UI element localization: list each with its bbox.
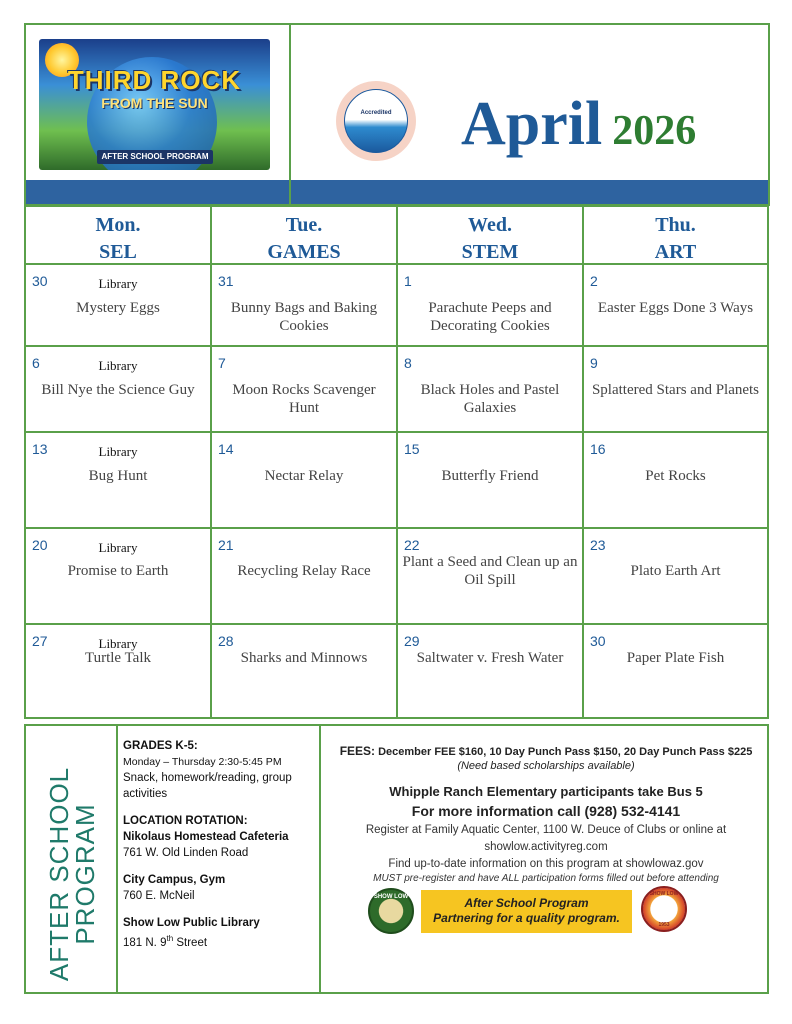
partner-banner xyxy=(421,890,632,933)
day-theme: STEM xyxy=(461,241,519,263)
seal-inner xyxy=(344,89,408,153)
day-number: 31 xyxy=(218,273,234,289)
location-note: Library xyxy=(98,540,138,555)
calendar-day-cell xyxy=(212,347,398,433)
calendar-day-cell xyxy=(398,529,584,625)
accreditation-seal xyxy=(336,81,416,161)
activity-title: Splattered Stars and Planets xyxy=(591,382,760,398)
day-number: 28 xyxy=(218,633,234,649)
day-theme: SEL xyxy=(99,241,137,263)
day-header-text xyxy=(398,207,582,266)
program-details xyxy=(123,738,317,951)
calendar-day-cell xyxy=(398,625,584,719)
calendar-day-cell xyxy=(398,433,584,529)
header-blue-bar xyxy=(26,180,768,204)
location-note: Library xyxy=(98,276,138,291)
day-number: 30 xyxy=(32,273,48,289)
calendar-day-cell xyxy=(212,265,398,347)
activity-title: Mystery Eggs xyxy=(76,300,160,316)
header-divider xyxy=(289,25,291,180)
day-number: 22 xyxy=(404,537,420,553)
calendar-day-cell xyxy=(584,265,767,347)
calendar-day-cell xyxy=(26,347,212,433)
activity-title: Sharks and Minnows xyxy=(240,650,368,666)
logo-subtitle: FROM THE SUN xyxy=(101,95,208,111)
day-number: 7 xyxy=(218,355,226,371)
activity-title: Paper Plate Fish xyxy=(626,650,725,666)
vertical-title-line1: AFTER SCHOOL xyxy=(44,766,74,982)
day-number: 16 xyxy=(590,441,606,457)
activity-title: Bug Hunt xyxy=(88,468,148,484)
footer-divider-1 xyxy=(116,726,118,992)
calendar-day-cell xyxy=(26,529,212,625)
calendar-grid xyxy=(24,205,769,719)
day-number: 9 xyxy=(590,355,598,371)
day-number: 20 xyxy=(32,537,48,553)
third-rock-logo xyxy=(39,39,270,170)
fees-label: FEES: xyxy=(339,744,376,758)
partner-line-1: After School Program xyxy=(464,896,589,910)
grades-heading: GRADES K-5: xyxy=(123,740,198,752)
calendar-day-cell xyxy=(584,347,767,433)
schedule-text: Monday – Thursday 2:30-5:45 PM xyxy=(123,756,282,768)
calendar-day-cell xyxy=(212,433,398,529)
day-theme: GAMES xyxy=(267,241,341,263)
location-heading: LOCATION ROTATION: xyxy=(123,815,248,827)
location-2-name: City Campus, Gym xyxy=(123,874,226,886)
month-year-title xyxy=(461,89,696,160)
vertical-program-title xyxy=(46,764,106,984)
logo-title: THIRD ROCK xyxy=(67,65,242,95)
day-number: 23 xyxy=(590,537,606,553)
location-3-name: Show Low Public Library xyxy=(123,917,260,929)
activities-text: Snack, homework/reading, group activities xyxy=(123,772,292,800)
day-number: 29 xyxy=(404,633,420,649)
day-number: 6 xyxy=(32,355,40,371)
activity-title: Parachute Peeps and Decorating Cookies xyxy=(428,300,552,334)
location-note: Library xyxy=(98,636,138,651)
activity-title: Nectar Relay xyxy=(264,468,344,484)
day-header-2 xyxy=(398,207,584,265)
day-number: 8 xyxy=(404,355,412,371)
location-1-name: Nikolaus Homestead Cafeteria xyxy=(123,831,289,843)
activity-title: Bill Nye the Science Guy xyxy=(41,382,195,398)
phone-info: For more information call (928) 532-4141 xyxy=(411,803,681,819)
bus-note: Whipple Ranch Elementary participants take Bus 5 xyxy=(389,784,703,799)
scholarships-note: (Need based scholarships available) xyxy=(457,760,635,772)
show-low-arizona-seal xyxy=(641,886,687,932)
arizona-seal-year: 1953 xyxy=(658,922,670,928)
day-number: 2 xyxy=(590,273,598,289)
arizona-seal-text: SHOW LOW xyxy=(649,891,679,897)
fees-text: December FEE $160, 10 Day Punch Pass $150, 20 Day Punch Pass $225 xyxy=(375,746,753,758)
address-part: 181 N. 9 xyxy=(123,936,167,949)
calendar-day-cell xyxy=(398,347,584,433)
register-line-1: Register at Family Aquatic Center, 1100 W. Deuce of Clubs or online at xyxy=(365,824,727,836)
day-header-3 xyxy=(584,207,767,265)
calendar-header xyxy=(24,23,770,206)
fees-and-contact xyxy=(323,744,769,886)
fees-line xyxy=(323,744,769,759)
activity-title: Bunny Bags and Baking Cookies xyxy=(230,300,378,334)
day-name: Mon. xyxy=(95,214,141,236)
day-theme: ART xyxy=(654,241,697,263)
activity-title: Butterfly Friend xyxy=(441,468,539,484)
show-low-city-seal xyxy=(368,888,414,934)
calendar-day-cell xyxy=(584,625,767,719)
activity-title: Moon Rocks Scavenger Hunt xyxy=(232,382,376,416)
blue-bar-divider xyxy=(289,180,291,204)
location-note: Library xyxy=(98,444,138,459)
activity-title: Plato Earth Art xyxy=(630,563,721,579)
program-info-box xyxy=(24,724,769,994)
year-label: 2026 xyxy=(612,108,697,154)
day-header-1 xyxy=(212,207,398,265)
calendar-day-cell xyxy=(584,433,767,529)
day-header-0 xyxy=(26,207,212,265)
activity-title: Promise to Earth xyxy=(67,563,169,579)
day-number: 13 xyxy=(32,441,48,457)
vertical-title-line2: PROGRAM xyxy=(70,803,100,945)
day-name: Tue. xyxy=(285,214,323,236)
calendar-day-cell xyxy=(26,433,212,529)
day-header-text xyxy=(212,207,396,266)
calendar-day-cell xyxy=(26,265,212,347)
day-number: 27 xyxy=(32,633,48,649)
day-number: 15 xyxy=(404,441,420,457)
city-seal-text: SHOW LOW xyxy=(373,894,409,900)
activity-title: Easter Eggs Done 3 Ways xyxy=(597,300,754,316)
calendar-day-cell xyxy=(398,265,584,347)
partner-line-2: Partnering for a quality program. xyxy=(433,911,620,925)
activity-title: Black Holes and Pastel Galaxies xyxy=(420,382,560,416)
day-number: 1 xyxy=(404,273,412,289)
day-name: Thu. xyxy=(655,214,696,236)
address-sup: th xyxy=(166,934,174,943)
register-link[interactable]: showlow.activityreg.com xyxy=(484,841,608,853)
calendar-day-cell xyxy=(212,625,398,719)
month-label: April xyxy=(461,90,603,158)
activity-title: Saltwater v. Fresh Water xyxy=(416,650,564,666)
location-note: Library xyxy=(98,358,138,373)
calendar-day-cell xyxy=(212,529,398,625)
calendar-day-cell xyxy=(26,625,212,719)
activity-title: Recycling Relay Race xyxy=(237,563,371,579)
day-number: 14 xyxy=(218,441,234,457)
day-header-text xyxy=(26,207,210,266)
calendar-day-cell xyxy=(584,529,767,625)
activity-title: Turtle Talk xyxy=(84,650,152,666)
activity-title: Plant a Seed and Clean up an Oil Spill xyxy=(402,554,578,588)
day-name: Wed. xyxy=(468,214,512,236)
day-number: 21 xyxy=(218,537,234,553)
footer-divider-2 xyxy=(319,726,321,992)
location-2-address: 760 E. McNeil xyxy=(123,890,195,902)
address-part-end: Street xyxy=(173,936,208,949)
day-number: 30 xyxy=(590,633,606,649)
activity-title: Pet Rocks xyxy=(645,468,706,484)
location-1-address: 761 W. Old Linden Road xyxy=(123,847,249,859)
location-3-address xyxy=(123,931,317,951)
logo-badge: AFTER SCHOOL PROGRAM xyxy=(97,150,213,164)
preregister-note: MUST pre-register and have ALL participation forms filled out before attending xyxy=(373,873,719,884)
find-info-line: Find up-to-date information on this program at showlowaz.gov xyxy=(388,858,704,870)
day-header-text xyxy=(584,207,767,266)
seal-text: Accredited xyxy=(360,110,392,116)
